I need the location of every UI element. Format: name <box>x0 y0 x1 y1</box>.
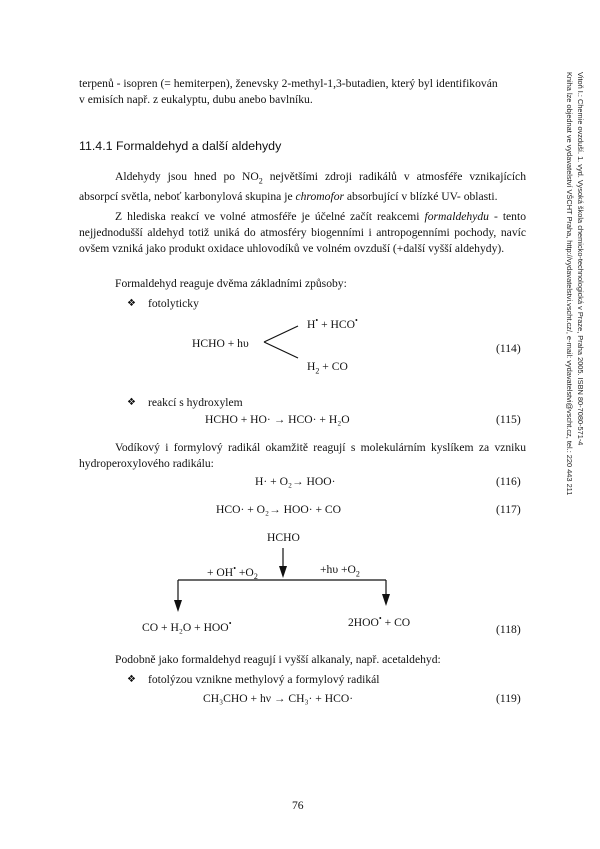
eq118-prod-right-dot: • <box>378 614 382 623</box>
eq117-number: (117) <box>496 503 521 516</box>
intro-line-1: terpenů - isopren (= hemiterpen), ženevsky 2-methyl-1,3-butadien, který byl identifikován <box>79 77 498 90</box>
eq114-up-dot: • <box>315 316 319 325</box>
para1-text-a: Aldehydy jsou hned po NO <box>115 170 259 183</box>
bullet-photolytic: fotolyticky <box>148 297 199 310</box>
eq118-prod-left-dot: • <box>228 619 232 628</box>
eq115-number: (115) <box>496 413 521 426</box>
eq114-product-upper <box>307 316 358 331</box>
bullet-photolysis: fotolýzou vznikne methylový a formylový radikál <box>148 673 380 686</box>
eq114-reactant: HCHO + hυ <box>192 337 249 350</box>
eq118-oh-dot: • <box>233 564 236 573</box>
bullet-symbol-2: ❖ <box>127 397 136 408</box>
eq114-up-hco: + HCO <box>318 317 356 331</box>
eq114-up-h: H <box>307 317 316 331</box>
para2-text-a: Z hlediska reakcí ve volné atmosféře je účelné začít reakcemi <box>115 210 425 223</box>
para1-text-c: absorbující v blízké UV- oblasti. <box>344 190 498 204</box>
eq118-oh: + OH <box>207 565 234 579</box>
bullet-hydroxyl: reakcí s hydroxylem <box>148 396 243 409</box>
eq118-left-condition <box>207 564 258 581</box>
eq114-down-sub: 2 <box>315 366 320 376</box>
paragraph-radicals: Vodíkový i formylový radikál okamžitě reagují s molekulárním kyslíkem za vzniku hydroperoxylového radikálu: <box>79 441 526 470</box>
eq118-product-right <box>348 614 410 629</box>
eq118-o2-sub: 2 <box>253 572 258 582</box>
para1-sub: 2 <box>258 176 263 186</box>
eq119: CH₃CHO + hν → CH₃· + HCO· <box>203 692 354 705</box>
para1-italic: chromofor <box>295 190 345 204</box>
intro-line-2: v emisích např. z eukalyptu, dubu anebo bavlníku. <box>79 93 313 106</box>
section-heading: 11.4.1 Formaldehyd a další aldehydy <box>79 139 282 153</box>
eq118-product-left <box>142 619 232 634</box>
eq118-reactant: HCHO <box>267 531 300 544</box>
citation-line-2: Kniha lze objednat ve vydavatelství VŠCHT Praha, http://vydavatelstvi.vscht.cz/, e-mail: vydavatelstvi@vscht.cz, tel.: 220 443 211 <box>565 72 575 496</box>
eq114-number: (114) <box>496 342 521 355</box>
eq114-down-h: H <box>307 360 316 373</box>
eq115: HCHO + HO· → HCO· + H₂O <box>205 413 350 426</box>
eq118-o2: +O <box>236 565 254 579</box>
eq119-number: (119) <box>496 692 521 705</box>
paragraph-two-ways: Formaldehyd reaguje dvěma základními způsoby: <box>115 277 347 290</box>
bullet-symbol-3: ❖ <box>127 674 136 685</box>
eq118-prod-left-text: CO + H₂O + HOO <box>142 620 229 634</box>
eq118-number: (118) <box>496 623 521 636</box>
paragraph-higher-alkanals: Podobně jako formaldehyd reagují i vyšší alkanaly, např. acetaldehyd: <box>115 653 441 666</box>
eq118-prod-right-text: 2HOO <box>348 615 379 629</box>
para2-italic: formaldehydu <box>424 210 489 223</box>
bullet-symbol-1: ❖ <box>127 298 136 309</box>
eq118-prod-right-co: + CO <box>381 615 411 629</box>
eq114-up-dot2: • <box>355 316 358 325</box>
eq114-product-lower <box>307 360 348 375</box>
eq116-number: (116) <box>496 475 521 488</box>
eq118-right-condition <box>320 563 360 578</box>
eq114-down-co: + CO <box>319 360 348 373</box>
eq118-right-sub: 2 <box>355 569 360 579</box>
citation-line-1: Vitoň I.: Chemie ovzduší. 1. vyd. Vysoká škola chemicko-technologická v Praze, Praha 2005. ISBN 80-7080-571-4 <box>576 72 585 446</box>
para2-text-b: - tento nejjednodušší aldehyd totiž uniká do atmosféry biogenními i antropogenními pochody, navíc ovšem vzniká jako produkt oxidace uhlovodíků ve volném ovzduší (+další vyšší aldehydy). <box>79 210 527 255</box>
page-number: 76 <box>292 799 304 812</box>
eq117: HCO· + O₂→ HOO· + CO <box>216 503 342 516</box>
eq116: H· + O₂→ HOO· <box>255 475 336 488</box>
para1-text-b: největšími zdroji radikálů v atmosféře vznikajících absorpcí světla, neboť karbonylová skupina je <box>79 170 526 204</box>
eq118-hv-o2: +hυ +O <box>320 563 356 576</box>
